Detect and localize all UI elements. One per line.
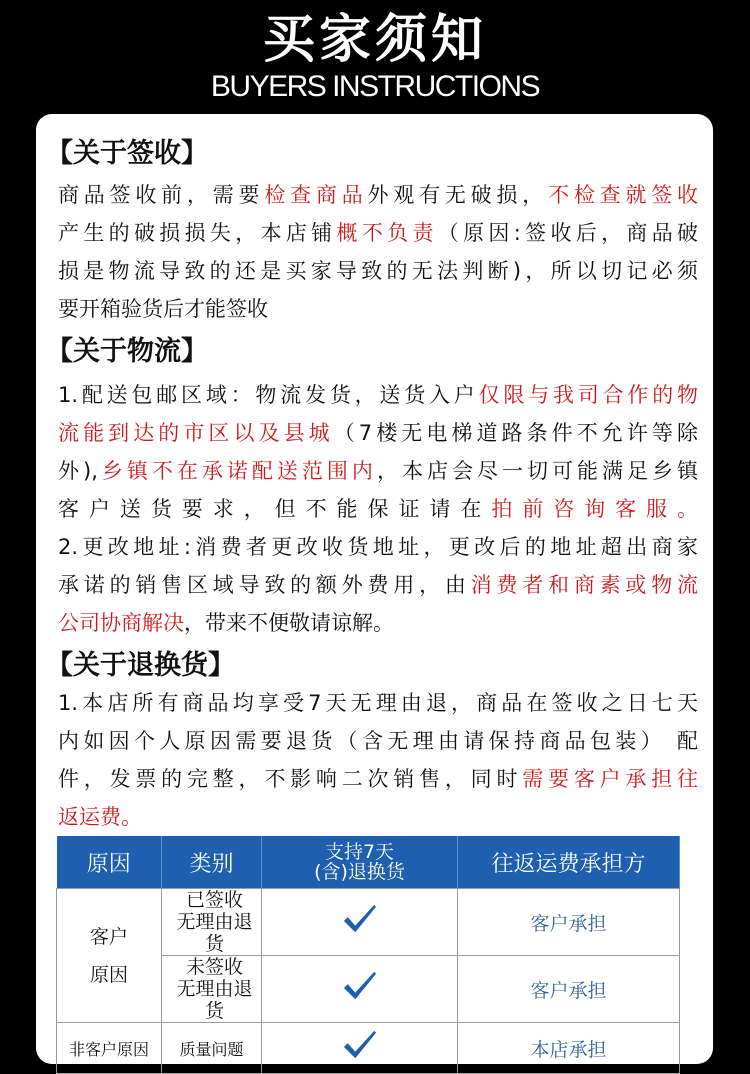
text-line (58, 176, 698, 214)
paragraph-sign (58, 176, 698, 328)
highlight-text: 概不负责 (336, 221, 438, 245)
text-line (58, 528, 698, 566)
body-text: 承诺的销售区域导致的额外费用，由 (58, 573, 471, 597)
text-line (58, 376, 698, 414)
text-line (58, 490, 698, 528)
text-line (58, 414, 698, 452)
paragraph-logistics (58, 376, 698, 642)
category-cell: 质量问题 (162, 1023, 262, 1074)
body-text: 产生的破损损失，本店铺 (58, 221, 337, 245)
highlight-text: 乡镇不在承诺配送范围内 (97, 459, 377, 483)
text-line (58, 798, 698, 836)
body-text: 外观有无破损， (367, 183, 549, 207)
body-text: ，本店会尽一切可能满足乡镇 (376, 459, 698, 483)
body-text: 损是物流导致的还是买家导致的无法判断)，所以切记必须 (58, 259, 698, 283)
header-bearer: 往返运费承担方 (458, 836, 680, 889)
highlight-text: 拍前咨询客服。 (491, 497, 699, 521)
support-cell (262, 1023, 458, 1074)
header-support (262, 836, 458, 889)
body-text: 2.更改地址:消费者更改收货地址，更改后的地址超出商家 (58, 535, 698, 559)
header-reason: 原因 (57, 836, 162, 889)
title-cn: 买家须知 (262, 10, 487, 70)
body-text: ，带来不便敬请谅解。 (184, 611, 394, 635)
category-cell (162, 889, 262, 956)
table-row (57, 1023, 680, 1074)
header-category: 类别 (162, 836, 262, 889)
heading-logistics: 【关于物流】 (46, 336, 208, 367)
text-line (58, 452, 698, 490)
support-cell (262, 956, 458, 1023)
body-text: 要开箱验货后才能签收 (58, 297, 268, 321)
header-support-line1: 支持7天 (324, 841, 395, 863)
highlight-text: 需要客户承担往 (522, 767, 698, 791)
customer-reason-line1: 客户 (89, 925, 128, 948)
highlight-text: 不检查就签收 (548, 183, 699, 207)
highlight-text: 仅限与我司合作的物 (478, 383, 698, 407)
customer-reason-line2: 原因 (89, 963, 128, 986)
category-cell (162, 956, 262, 1023)
bearer-cell: 客户承担 (458, 956, 680, 1023)
highlight-text: 公司协商解决 (58, 611, 184, 635)
text-line (58, 566, 698, 604)
body-text: 客户送货要求，但不能保证请在 (58, 497, 492, 521)
title-en: BUYERS INSTRUCTIONS (210, 70, 540, 103)
body-text: （7楼无电梯道路条件不允许等除 (333, 421, 698, 445)
paragraph-returns (58, 684, 698, 836)
body-text: （原因:签收后，商品破 (437, 221, 699, 245)
body-text: 1.本店所有商品均享受7天无理由退，商品在签收之日七天 (58, 691, 698, 715)
highlight-text: 返运费。 (58, 805, 142, 829)
non-customer-reason-cell: 非客户原因 (57, 1023, 162, 1074)
highlight-text: 消费者和商素或物流 (470, 573, 699, 597)
heading-sign: 【关于签收】 (46, 138, 208, 169)
bearer-cell: 客户承担 (458, 889, 680, 956)
category-line1: 已签收 (185, 889, 243, 911)
highlight-text: 流能到达的市区以及县城 (58, 421, 334, 445)
page-header (0, 0, 750, 112)
body-text: 外), (58, 459, 98, 483)
body-text: 商品签收前，需要 (58, 183, 265, 207)
returns-table (56, 836, 680, 1074)
text-line (58, 252, 698, 290)
text-line (58, 722, 698, 760)
category-line2: 无理由退货 (176, 911, 253, 955)
heading-returns: 【关于退换货】 (46, 650, 235, 681)
customer-reason-cell (57, 889, 162, 1023)
text-line (58, 214, 698, 252)
check-icon (341, 1029, 379, 1063)
body-text: 1.配送包邮区域：物流发货，送货入户 (58, 383, 479, 407)
table-row (57, 889, 680, 956)
body-text: 内如因个人原因需要退货（含无理由请保持商品包装） 配 (58, 729, 698, 753)
text-line (58, 760, 698, 798)
check-icon (341, 903, 379, 937)
category-line1: 未签收 (185, 956, 243, 978)
text-line (58, 290, 698, 328)
text-line (58, 684, 698, 722)
highlight-text: 检查商品 (264, 183, 368, 207)
support-cell (262, 889, 458, 956)
text-line (58, 604, 698, 642)
content-card (36, 114, 713, 1064)
body-text: 件，发票的完整，不影响二次销售，同时 (58, 767, 523, 791)
check-icon (341, 970, 379, 1004)
bearer-cell: 本店承担 (458, 1023, 680, 1074)
category-line2: 无理由退货 (176, 978, 253, 1022)
table-header-row (57, 836, 680, 889)
header-support-line2: (含)退换货 (314, 861, 405, 883)
